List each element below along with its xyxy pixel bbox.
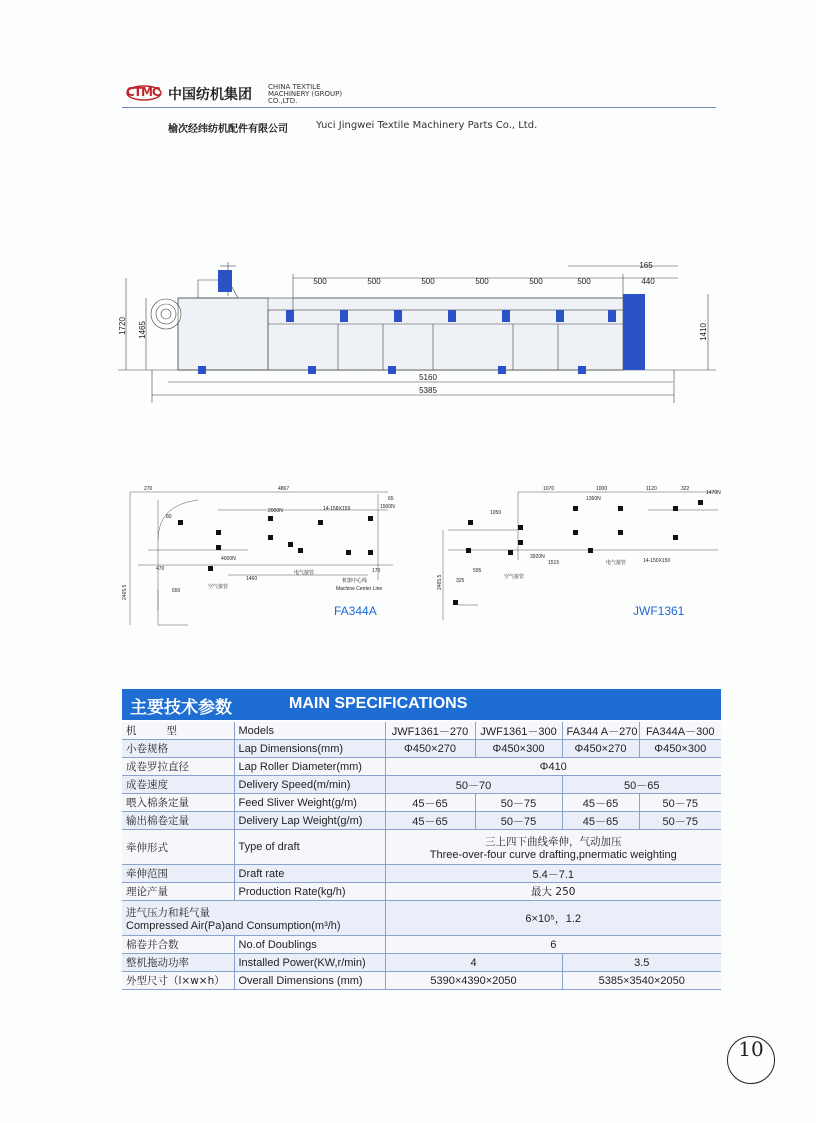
spec-value: 4 [385,954,562,972]
model-cell: JWF1361－270 [385,722,475,740]
spec-title-en: MAIN SPECIFICATIONS [289,695,468,712]
fa-note: Machine Center Line [336,586,383,592]
elev-dim: 5385 [419,386,437,395]
spec-en-label: Lap Dimensions(mm) [234,740,385,758]
elev-dim: 500 [529,277,543,286]
fa-note: 电气接管 [294,570,315,576]
elev-dim: 440 [641,277,655,286]
fa344a-label: FA344A [334,604,377,618]
table-row [122,740,721,758]
spec-cn-label: 牵伸形式 [122,830,234,865]
spec-en-label: Delivery Speed(m/min) [234,776,385,794]
jwf-dim: 1515 [548,560,560,566]
spec-cn-label: 整机拖动功率 [122,954,234,972]
spec-value: 5.4－7.1 [385,865,721,883]
spec-en-label: Installed Power(KW,r/min) [234,954,385,972]
spec-cn-label: 输出棉卷定量 [122,812,234,830]
jwf-dim: 1120 [646,486,657,492]
spec-value: 45－65 [385,794,475,812]
spec-value: 50－75 [639,794,721,812]
draft-type-cn: 三上四下曲线牵伸，气动加压 [485,835,622,848]
spec-value: 50－75 [475,794,562,812]
fa-dim: 65 [388,496,394,502]
spec-value: 5390×4390×2050 [385,972,562,990]
jwf-dim: 595 [473,568,482,574]
spec-value: Φ450×270 [385,740,475,758]
spec-value: Φ450×300 [639,740,721,758]
jwf-note: 电气接管 [606,560,627,566]
spec-en-label: Models [234,722,385,740]
elev-dim: 1720 [118,317,127,335]
fa-dim: 1460 [246,576,258,582]
spec-en-label: Overall Dimensions (mm) [234,972,385,990]
spec-en-label: Lap Roller Diameter(mm) [234,758,385,776]
spec-cn-label: 小卷规格 [122,740,234,758]
spec-value: 3.5 [562,954,721,972]
spec-cn-label: 牵伸范围 [122,865,234,883]
fa-dim: 270 [144,486,153,492]
table-row [122,901,721,936]
elev-dim: 500 [313,277,327,286]
fa-dim: 4867 [278,486,290,492]
model-cell: FA344 A－270 [562,722,639,740]
fa-dim: 2000N [268,508,283,514]
fa-dim: 4000N [221,556,236,562]
spec-en-label: Delivery Lap Weight(g/m) [234,812,385,830]
spec-en-label: No.of Doublings [234,936,385,954]
jwf-dim: 2465.5 [437,574,443,590]
jwf-dim: 1000 [596,486,608,492]
jwf-dim: 1360N [586,496,601,502]
group-name-cn: 中国纺机集团 [168,87,252,103]
page-number: 10 [727,1036,775,1084]
table-row [122,972,721,990]
spec-value: 50－70 [385,776,562,794]
company-name-en: Yuci Jingwei Textile Machinery Parts Co., Ltd. [316,120,538,131]
spec-value-block [385,830,721,865]
spec-en-label: Type of draft [234,830,385,865]
spec-value: 最大 250 [385,883,721,901]
spec-title-cn: 主要技术参数 [130,698,232,718]
spec-cn-label: 成卷速度 [122,776,234,794]
table-row [122,722,721,740]
fa-dim: 470 [156,566,165,572]
elev-dim: 165 [639,261,653,270]
jwf-dim: 3920N [530,554,545,560]
spec-value: Φ410 [385,758,721,776]
spec-cn-label: 进气压力和耗气量 [126,906,210,919]
jwf-dim: 1070 [543,486,555,492]
spec-cn-label: 机 型 [122,722,234,740]
fa-dim: 650 [172,588,181,594]
fa-dim: 2465.5 [122,584,128,600]
jwf-dim: 322 [681,486,690,492]
elev-dim: 500 [421,277,435,286]
elev-dim: 1410 [699,323,708,341]
fa-dim: 14-158X159 [323,506,351,512]
spec-cn-label: 外型尺寸（l×w×h） [122,972,234,990]
fa-note: 空气接管 [208,584,229,590]
jwf-dim: 1050 [490,510,502,516]
spec-value: Φ450×270 [562,740,639,758]
fa-dim: 1500N [380,504,395,510]
machine-elevation-drawing [118,258,728,408]
spec-cn-label: 喂入棉条定量 [122,794,234,812]
spec-cn-label: 理论产量 [122,883,234,901]
jwf-note: 空气接管 [504,574,525,580]
table-row [122,936,721,954]
model-cell: JWF1361－300 [475,722,562,740]
spec-en-label: Production Rate(kg/h) [234,883,385,901]
elev-dim: 500 [577,277,591,286]
spec-table [122,722,721,990]
spec-value: 6×10⁵，1.2 [385,901,721,936]
table-row [122,865,721,883]
header-rule [122,107,716,108]
spec-label-block [122,901,385,936]
jwf-dim: 325 [456,578,465,584]
fa-dim: 80 [166,514,172,520]
jwf-dim: 1470N [706,490,721,496]
table-row [122,812,721,830]
table-row [122,794,721,812]
model-cell: FA344A－300 [639,722,721,740]
spec-en-label: Compressed Air(Pa)and Consumption(m³/h) [126,919,341,932]
spec-en-label: Draft rate [234,865,385,883]
spec-cn-label: 成卷罗拉直径 [122,758,234,776]
table-row [122,830,721,865]
spec-value: 45－65 [562,794,639,812]
spec-cn-label: 棉卷并合数 [122,936,234,954]
spec-value: 50－75 [475,812,562,830]
jwf-dim: 14-150X150 [643,558,671,564]
jwf1361-label: JWF1361 [633,604,685,618]
spec-value: 50－75 [639,812,721,830]
table-row [122,954,721,972]
group-name-en: CHINA TEXTILE MACHINERY (GROUP) CO.,LTD. [268,83,343,105]
spec-value: 50－65 [562,776,721,794]
elev-dim: 1465 [138,321,147,339]
company-name-cn: 榆次经纬纺机配件有限公司 [168,124,288,135]
table-row [122,883,721,901]
elev-dim: 500 [367,277,381,286]
fa-note: 机器中心线 [342,578,368,584]
spec-value: 5385×3540×2050 [562,972,721,990]
spec-en-label: Feed Sliver Weight(g/m) [234,794,385,812]
spec-value: 45－65 [385,812,475,830]
spec-value: 45－65 [562,812,639,830]
elev-dim: 5160 [419,373,437,382]
spec-value: 6 [385,936,721,954]
fa-dim: 170 [372,568,381,574]
spec-value: Φ450×300 [475,740,562,758]
draft-type-en: Three-over-four curve drafting,pnermatic weighting [429,848,677,861]
elev-dim: 500 [475,277,489,286]
logo-text: CTMC [126,85,160,99]
table-row [122,776,721,794]
table-row [122,758,721,776]
